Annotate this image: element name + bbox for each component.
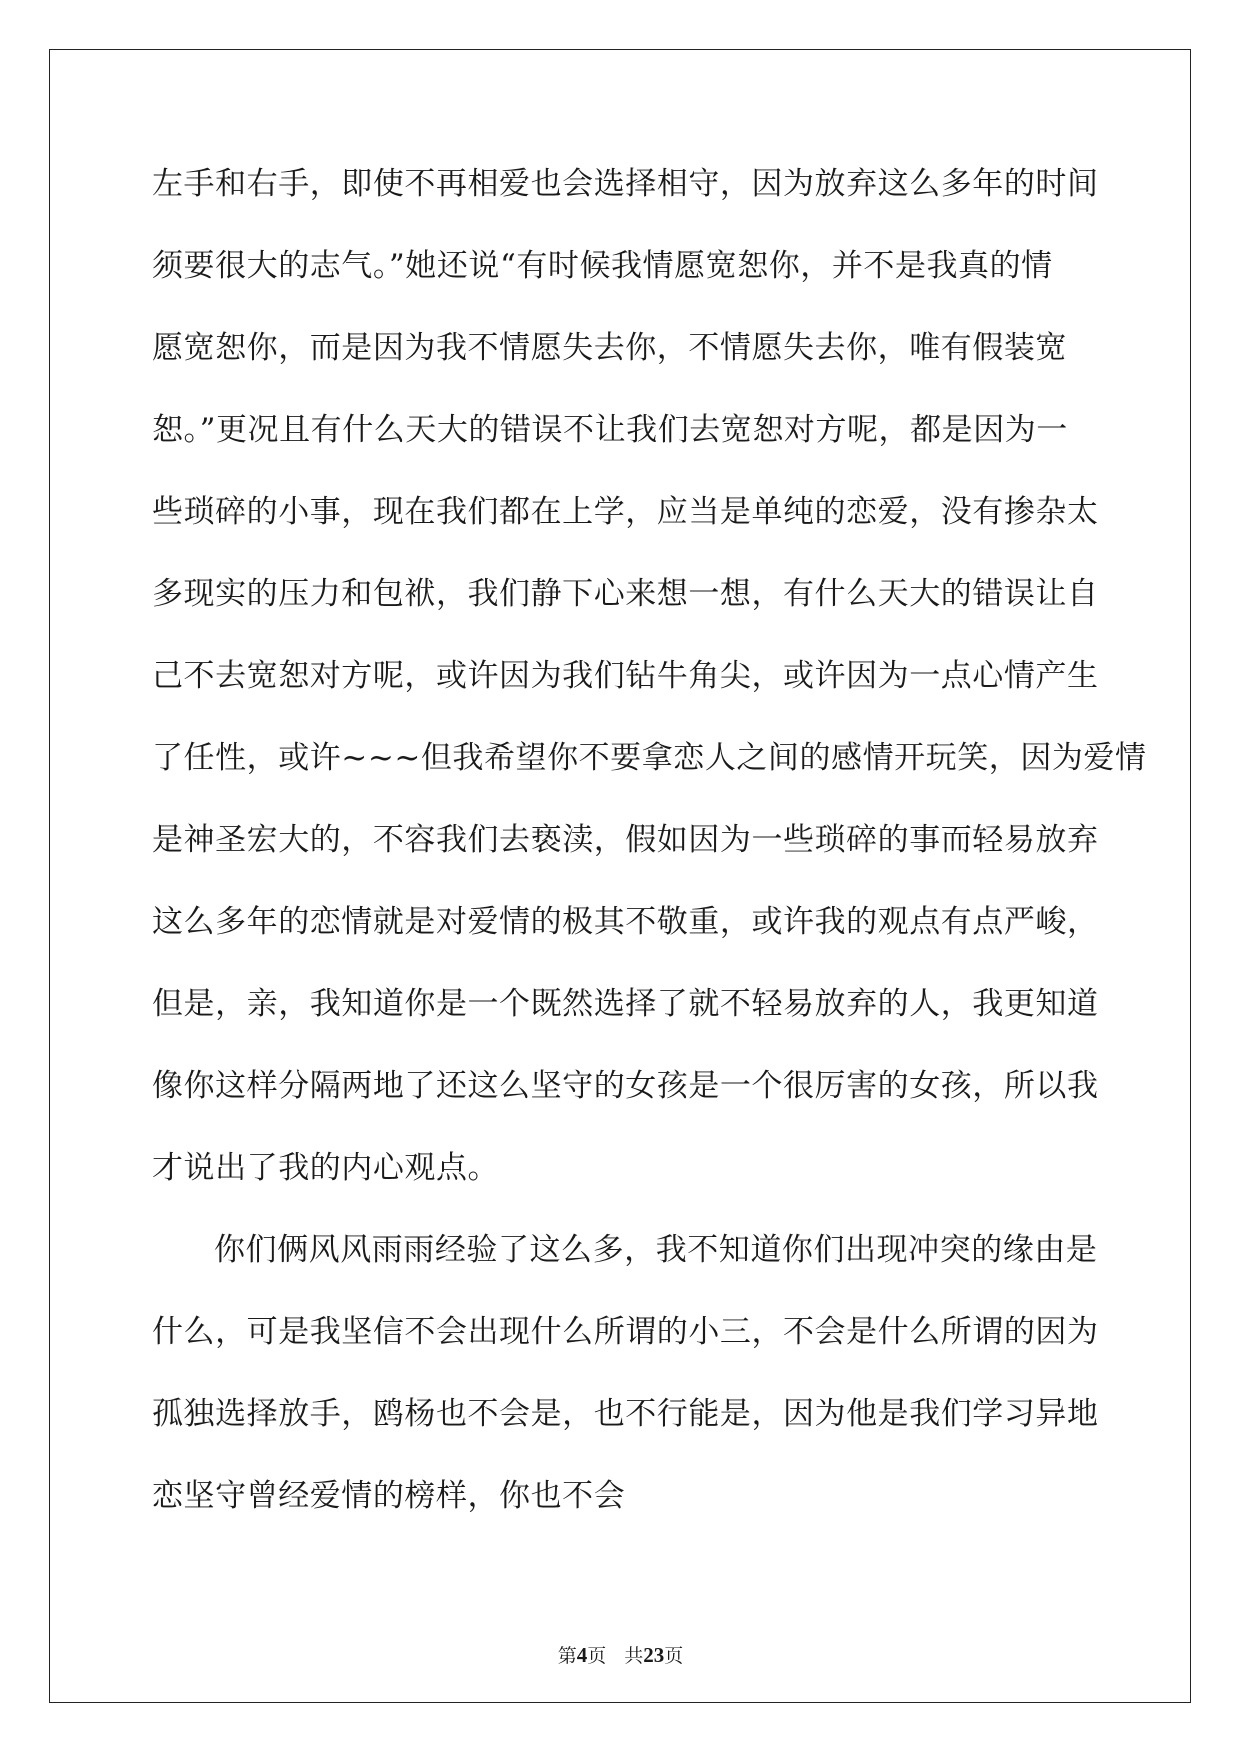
text-line-4: 恕。”更况且有什么天大的错误不让我们去宽恕对方呢，都是因为一 <box>152 412 1068 448</box>
text-line-7: 己不去宽恕对方呢，或许因为我们钻牛角尖，或许因为一点心情产生 <box>152 658 1099 694</box>
text-line-11: 但是，亲，我知道你是一个既然选择了就不轻易放弃的人，我更知道 <box>152 986 1099 1022</box>
page-prefix: 第 <box>557 1645 577 1667</box>
text-line-1: 左手和右手，即使不再相爱也会选择相守，因为放弃这么多年的时间 <box>152 166 1099 202</box>
text-line-12: 像你这样分隔两地了还这么坚守的女孩是一个很厉害的女孩，所以我 <box>152 1068 1099 1104</box>
text-line-10: 这么多年的恋情就是对爱情的极其不敬重，或许我的观点有点严峻， <box>152 904 1099 940</box>
current-page-number: 4 <box>576 1643 588 1667</box>
total-prefix: 共 <box>624 1645 644 1667</box>
text-line-17: 恋坚守曾经爱情的榜样，你也不会 <box>152 1478 626 1514</box>
document-body <box>152 158 1147 1552</box>
paragraph-start-line: 你们俩风风雨雨经验了这么多，我不知道你们出现冲突的缘由是 <box>214 1232 1098 1268</box>
text-line-8: 了任性，或许~~~但我希望你不要拿恋人之间的感情开玩笑，因为爱情 <box>152 740 1147 776</box>
page-unit: 页 <box>587 1645 607 1667</box>
total-unit: 页 <box>664 1645 684 1667</box>
text-line-13: 才说出了我的内心观点。 <box>152 1150 500 1186</box>
text-line-2: 须要很大的志气。”她还说“有时候我情愿宽恕你，并不是我真的情 <box>152 248 1053 284</box>
text-line-9: 是神圣宏大的，不容我们去亵渎，假如因为一些琐碎的事而轻易放弃 <box>152 822 1099 858</box>
text-line-3: 愿宽恕你，而是因为我不情愿失去你，不情愿失去你，唯有假装宽 <box>152 330 1067 366</box>
text-line-5: 些琐碎的小事，现在我们都在上学，应当是单纯的恋爱，没有掺杂太 <box>152 494 1099 530</box>
text-line-15: 什么，可是我坚信不会出现什么所谓的小三，不会是什么所谓的因为 <box>152 1314 1099 1350</box>
text-line-16: 孤独选择放手，鸥杨也不会是，也不行能是，因为他是我们学习异地 <box>152 1396 1099 1432</box>
page-footer <box>0 1641 1241 1668</box>
text-line-6: 多现实的压力和包袱，我们静下心来想一想，有什么天大的错误让自 <box>152 576 1099 612</box>
total-page-count: 23 <box>643 1643 665 1667</box>
